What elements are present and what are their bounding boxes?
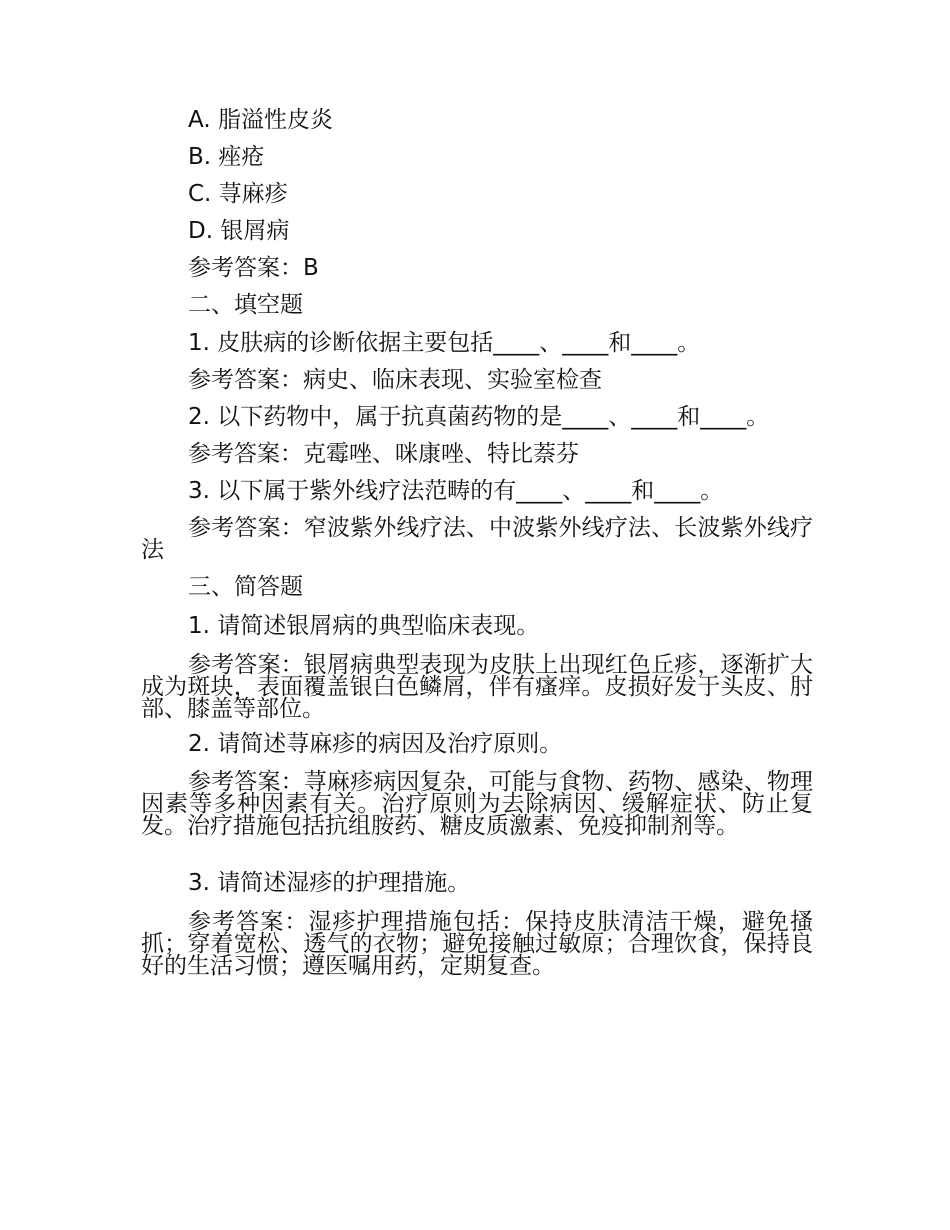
- fill-answer-1: 参考答案：病史、临床表现、实验室检查: [188, 367, 602, 393]
- short-question-3: 3. 请简述湿疹的护理措施。: [188, 870, 471, 896]
- fill-question-1: 1. 皮肤病的诊断依据主要包括____、____和____。: [188, 330, 701, 356]
- option-d: D. 银屑病: [188, 218, 290, 244]
- choice-answer: 参考答案：B: [188, 255, 319, 281]
- fill-answer-3: 参考答案：窄波紫外线疗法、中波紫外线疗法、长波紫外线疗法: [141, 515, 813, 563]
- fill-question-3: 3. 以下属于紫外线疗法范畴的有____、____和____。: [188, 478, 724, 504]
- option-b: B. 痤疮: [188, 144, 265, 170]
- fill-question-2: 2. 以下药物中，属于抗真菌药物的是____、____和____。: [188, 404, 770, 430]
- short-section-heading: 三、简答题: [188, 574, 303, 600]
- short-answer-1: 参考答案：银屑病典型表现为皮肤上出现红色丘疹，逐渐扩大成为斑块，表面覆盖银白色鳞屑，伴有瘙痒。皮损好发于头皮、肘部、膝盖等部位。: [141, 652, 813, 722]
- short-answer-3: 参考答案：湿疹护理措施包括：保持皮肤清洁干燥，避免搔抓；穿着宽松、透气的衣物；避免接触过敏原；合理饮食，保持良好的生活习惯；遵医嘱用药，定期复查。: [141, 909, 813, 979]
- option-c: C. 荨麻疹: [188, 181, 288, 207]
- short-question-2: 2. 请简述荨麻疹的病因及治疗原则。: [188, 731, 563, 757]
- option-a: A. 脂溢性皮炎: [188, 107, 333, 133]
- short-question-1: 1. 请简述银屑病的典型临床表现。: [188, 613, 540, 639]
- short-answer-2: 参考答案：荨麻疹病因复杂，可能与食物、药物、感染、物理因素等多种因素有关。治疗原则为去除病因、缓解症状、防止复发。治疗措施包括抗组胺药、糖皮质激素、免疫抑制剂等。: [141, 769, 813, 839]
- fill-answer-2: 参考答案：克霉唑、咪康唑、特比萘芬: [188, 441, 579, 467]
- fill-section-heading: 二、填空题: [188, 292, 303, 318]
